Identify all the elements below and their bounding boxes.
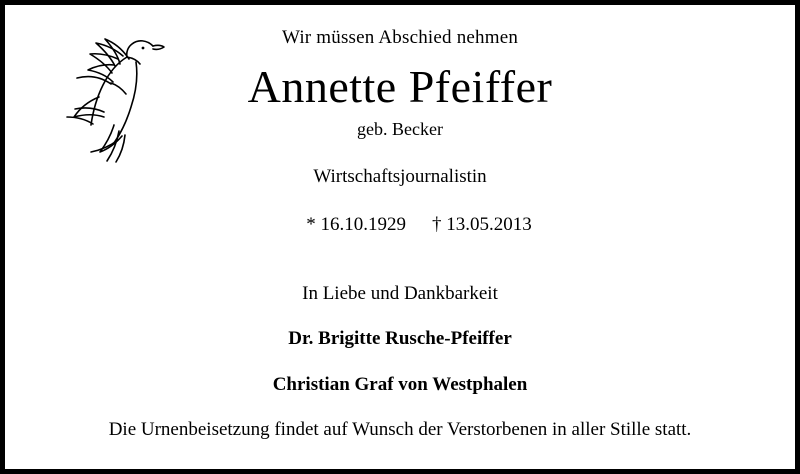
intro-line: Wir müssen Abschied nehmen	[281, 27, 519, 48]
maiden-name: geb. Becker	[357, 118, 443, 139]
tribute-line: In Liebe und Dankbarkeit	[302, 283, 498, 304]
death-date: † 13.05.2013	[432, 213, 532, 235]
tribute-section	[5, 283, 795, 396]
list-item: Dr. Brigitte Rusche-Pfeiffer	[288, 328, 512, 349]
birth-date: * 16.10.1929	[306, 213, 406, 235]
notice-header	[5, 27, 795, 258]
list-item: Christian Graf von Westphalen	[272, 374, 528, 395]
profession: Wirtschaftsjournalistin	[313, 165, 487, 187]
deceased-name: Annette Pfeiffer	[247, 61, 553, 112]
life-dates	[5, 192, 795, 258]
funeral-note: Die Urnenbeisetzung findet auf Wunsch der Verstorbenen in aller Stille statt.	[108, 419, 692, 440]
notice-inner	[5, 5, 795, 469]
